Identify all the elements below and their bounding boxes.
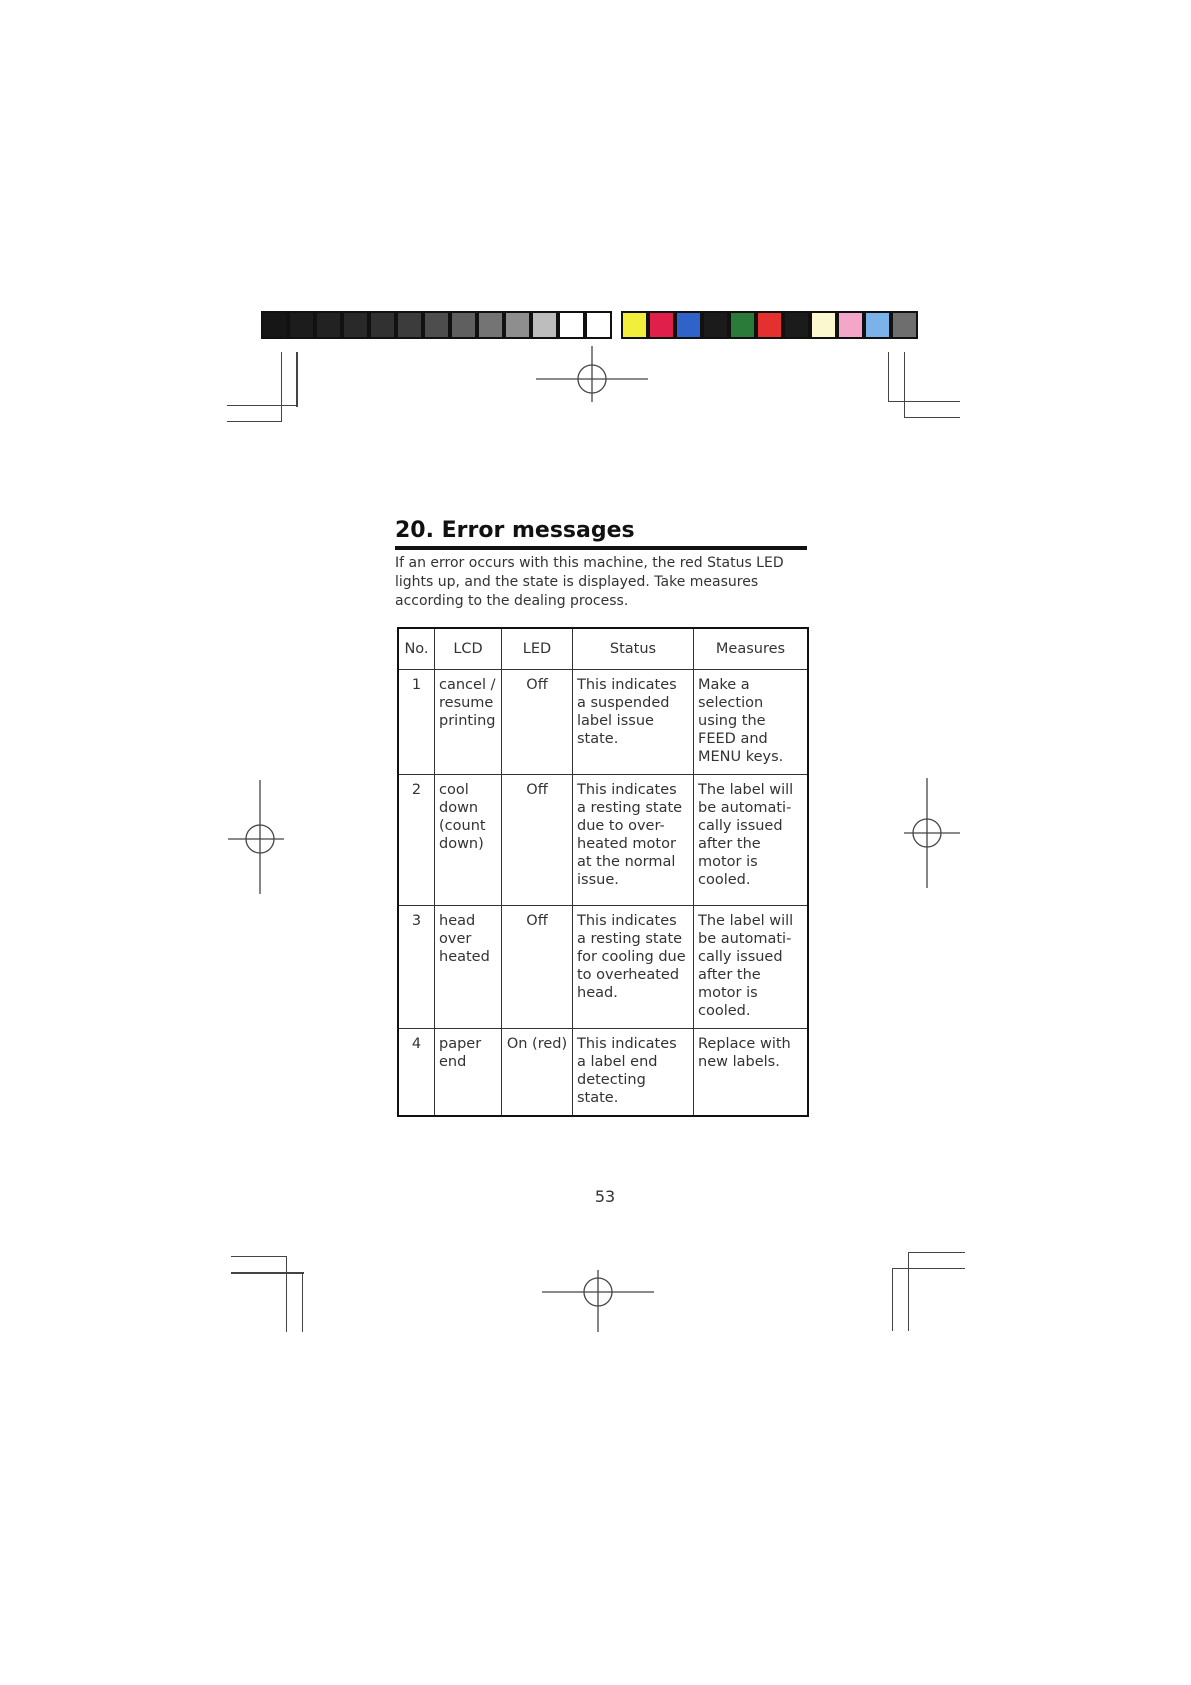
color-swatch	[810, 311, 837, 339]
cell-no: 2	[398, 775, 435, 906]
intro-paragraph: If an error occurs with this machine, the red Status LED lights up, and the state is displayed. Take measures according to the dealing process.	[395, 555, 784, 609]
cell-no: 4	[398, 1029, 435, 1117]
registration-mark-right	[902, 776, 962, 890]
color-swatch	[504, 311, 531, 339]
color-swatch	[729, 311, 756, 339]
color-swatch	[261, 311, 288, 339]
cell-status: This indicates a suspended label issue state.	[573, 670, 694, 775]
registration-mark-top	[534, 346, 650, 402]
header-lcd: LCD	[435, 628, 502, 670]
cell-no: 1	[398, 670, 435, 775]
cell-lcd: head over heated	[435, 906, 502, 1029]
color-swatch	[621, 311, 648, 339]
table-row	[398, 906, 808, 1029]
cell-measures: The label will be automati-cally issued after the motor is cooled.	[694, 775, 809, 906]
color-calibration-strip	[621, 311, 918, 339]
cell-measures: The label will be automati-cally issued after the motor is cooled.	[694, 906, 809, 1029]
color-swatch	[423, 311, 450, 339]
cell-measures: Make a selection using the FEED and MENU keys.	[694, 670, 809, 775]
color-swatch	[864, 311, 891, 339]
color-swatch	[558, 311, 585, 339]
color-swatch	[837, 311, 864, 339]
table-row	[398, 670, 808, 775]
registration-mark-left	[226, 778, 286, 896]
color-swatch	[648, 311, 675, 339]
color-swatch	[477, 311, 504, 339]
cell-lcd: paper end	[435, 1029, 502, 1117]
color-swatch	[450, 311, 477, 339]
color-swatch	[396, 311, 423, 339]
color-swatch	[369, 311, 396, 339]
section-title: 20. Error messages	[395, 516, 807, 550]
cell-led: Off	[502, 906, 573, 1029]
color-swatch	[315, 311, 342, 339]
cell-lcd: cool down (count down)	[435, 775, 502, 906]
color-swatch	[675, 311, 702, 339]
header-measures: Measures	[694, 628, 809, 670]
color-swatch	[891, 311, 918, 339]
cell-status: This indicates a resting state due to over-heated motor at the normal issue.	[573, 775, 694, 906]
color-swatch	[756, 311, 783, 339]
page-number: 53	[594, 1187, 616, 1206]
color-swatch	[783, 311, 810, 339]
table-row	[398, 775, 808, 906]
cell-measures: Replace with new labels.	[694, 1029, 809, 1117]
color-swatch	[288, 311, 315, 339]
header-status: Status	[573, 628, 694, 670]
cell-led: On (red)	[502, 1029, 573, 1117]
color-swatch	[702, 311, 729, 339]
header-led: LED	[502, 628, 573, 670]
cell-status: This indicates a label end detecting state.	[573, 1029, 694, 1117]
cell-status: This indicates a resting state for cooling due to overheated head.	[573, 906, 694, 1029]
registration-mark-bottom	[540, 1270, 656, 1334]
header-no: No.	[398, 628, 435, 670]
color-swatch	[342, 311, 369, 339]
table-header-row	[398, 628, 808, 670]
error-messages-table	[397, 627, 809, 1117]
cell-led: Off	[502, 670, 573, 775]
cell-led: Off	[502, 775, 573, 906]
cell-no: 3	[398, 906, 435, 1029]
color-swatch	[531, 311, 558, 339]
gray-calibration-strip	[261, 311, 612, 339]
table-row	[398, 1029, 808, 1117]
cell-lcd: cancel / resume printing	[435, 670, 502, 775]
color-swatch	[585, 311, 612, 339]
